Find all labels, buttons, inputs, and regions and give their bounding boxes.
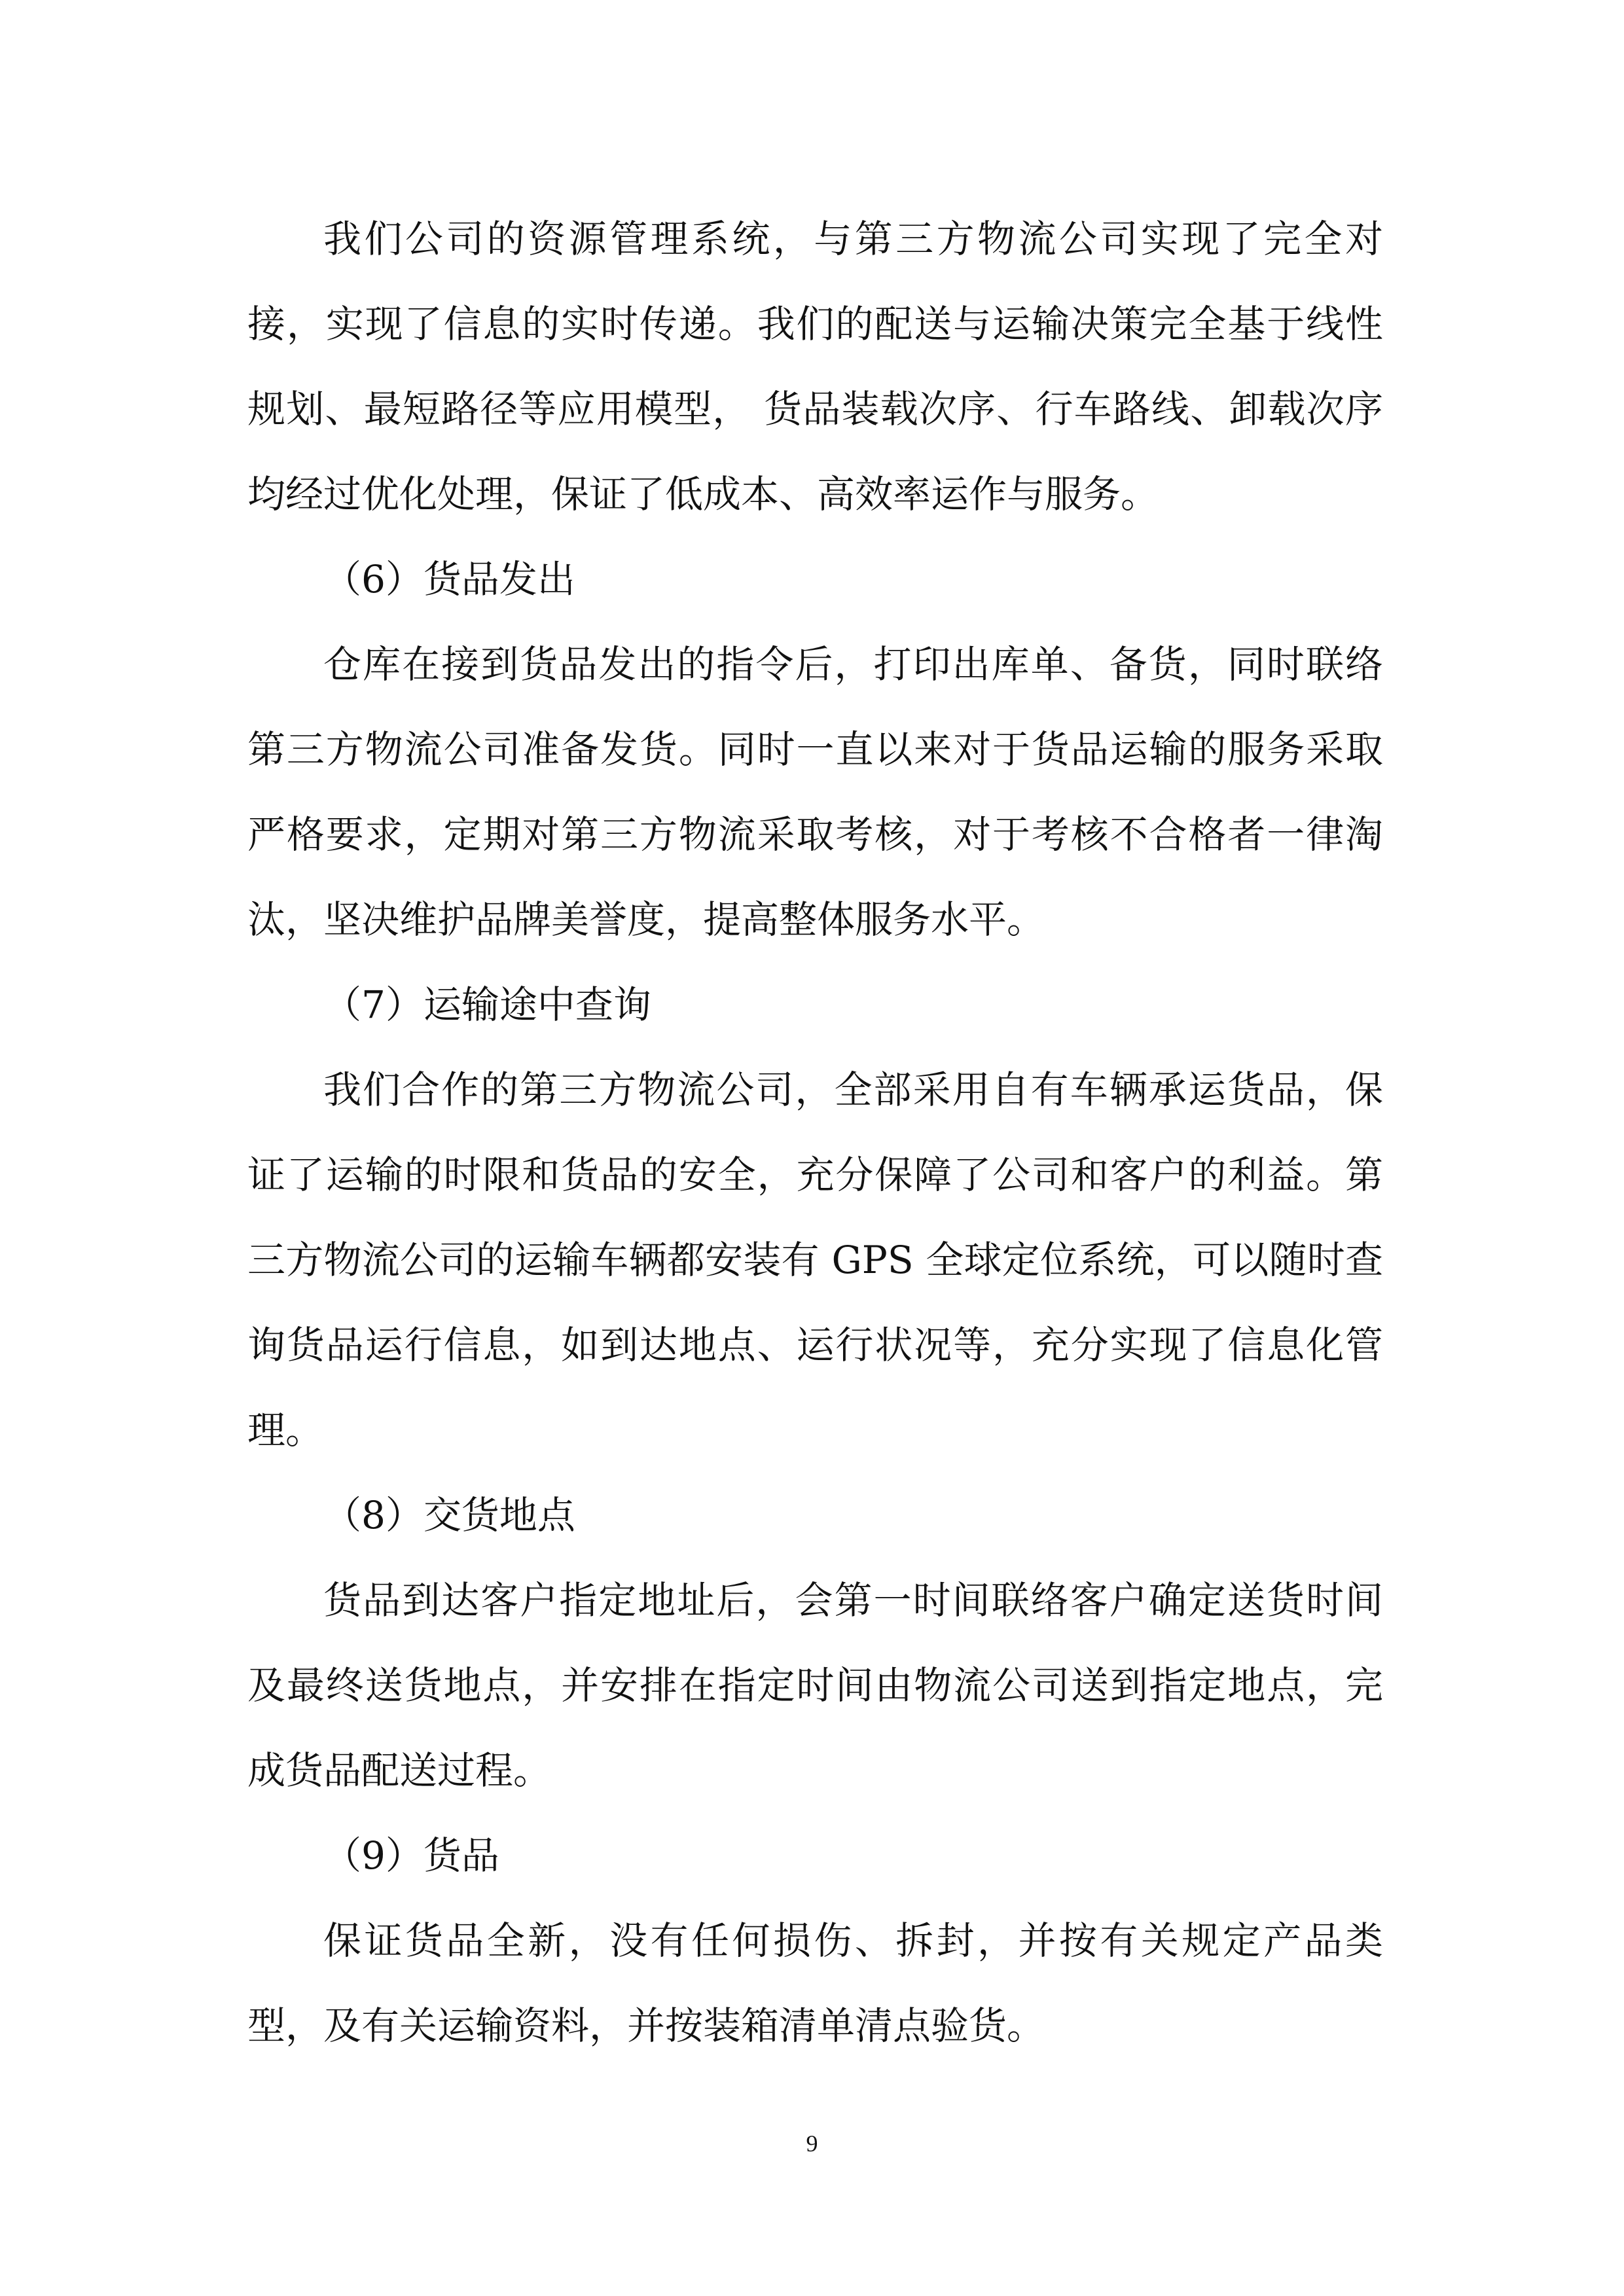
section-heading-delivery-location: （8）交货地点 — [323, 1493, 575, 1537]
paragraph-resource-management: 我们公司的资源管理系统，与第三方物流公司实现了完全对接，实现了信息的实时传递。我们的配送与运输决策完全基于线性规划、最短路径等应用模型， 货品装载次序、行车路线、卸载次序均经过优化处理，保证了低成本、高效率运作与服务。 — [247, 217, 1383, 516]
paragraph-goods: 保证货品全新，没有任何损伤、拆封，并按有关规定产品类型，及有关运输资料，并按装箱清单清点验货。 — [247, 1918, 1383, 2048]
page-number: 9 — [806, 2130, 818, 2157]
document-body — [247, 196, 1383, 2068]
paragraph-delivery-location: 货品到达客户指定地址后，会第一时间联络客户确定送货时间及最终送货地点，并安排在指定时间由物流公司送到指定地点，完成货品配送过程。 — [247, 1578, 1383, 1793]
paragraph-transit-query: 我们合作的第三方物流公司，全部采用自有车辆承运货品，保证了运输的时限和货品的安全，充分保障了公司和客户的利益。第三方物流公司的运输车辆都安装有 GPS 全球定位系统，可以随时查询货品运行信息，如到达地点、运行状况等，充分实现了信息化管理。 — [247, 1067, 1383, 1452]
section-heading-goods-dispatch: （6）货品发出 — [323, 557, 575, 601]
section-heading-transit-query: （7）运输途中查询 — [323, 982, 651, 1027]
section-heading-goods: （9）货品 — [323, 1833, 499, 1878]
paragraph-goods-dispatch: 仓库在接到货品发出的指令后，打印出库单、备货，同时联络第三方物流公司准备发货。同时一直以来对于货品运输的服务采取严格要求，定期对第三方物流采取考核，对于考核不合格者一律淘汰，坚决维护品牌美誉度，提高整体服务水平。 — [247, 642, 1383, 942]
